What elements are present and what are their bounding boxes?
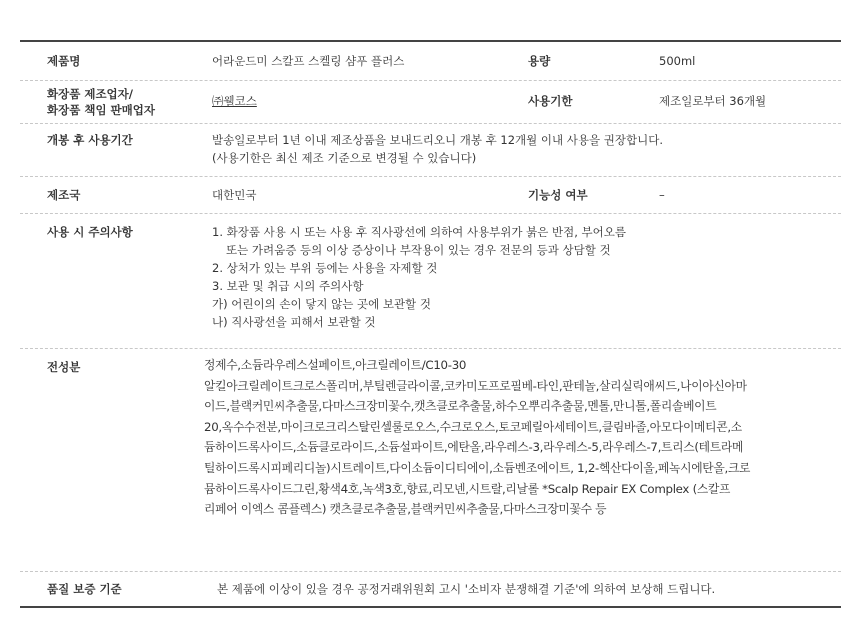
ingredients-line: 듐하이드록사이드,소듐클로라이드,소듐설파이트,에탄올,라우레스-3,라우레스-5,라우레스-7,트리스(테트라메: [204, 440, 744, 455]
after-open-line: 발송일로부터 1년 이내 제조상품을 보내드리오니 개봉 후 12개월 이내 사용을 권장합니다.: [212, 133, 663, 147]
label-quality: 품질 보증 기준: [47, 582, 122, 596]
ingredients-line: 뮴하이드록사이드그린,황색4호,녹색3호,향료,리모넨,시트랄,리날롤 *Scalp Repair EX Complex (스칼프: [204, 481, 731, 496]
ingredients-line: 정제수,소듐라우레스설페이트,아크릴레이트/C10-30: [204, 358, 467, 372]
caution-text: [212, 223, 832, 331]
ingredients-line: 알킬아크릴레이트크로스폴리머,부틸렌글라이콜,코카미도프로필베-타인,판테놀,살리실릭애씨드,나이아신아마: [204, 378, 747, 393]
value-country: 대한민국: [212, 188, 257, 202]
label-manufacturer-line2: 화장품 책임 판매업자: [47, 103, 155, 117]
label-functional: 기능성 여부: [528, 188, 588, 202]
label-after-open: 개봉 후 사용기간: [47, 133, 133, 147]
caution-line: 1. 화장품 사용 시 또는 사용 후 직사광선에 의하여 사용부위가 붉은 반점, 부어오름: [212, 225, 626, 239]
value-product-name: 어라운드미 스칼프 스켈링 샴푸 플러스: [212, 54, 405, 68]
ingredients-text: [204, 355, 834, 520]
row-ingredients: [20, 349, 841, 572]
after-open-line: (사용기한은 최신 제조 기준으로 변경될 수 있습니다): [212, 151, 477, 165]
label-country: 제조국: [47, 188, 81, 202]
row-caution: [20, 214, 841, 349]
label-ingredients: 전성분: [47, 360, 81, 374]
value-manufacturer: ㈜웰코스: [212, 94, 257, 108]
caution-line: 2. 상처가 있는 부위 등에는 사용을 자제할 것: [212, 261, 438, 275]
label-product-name: 제품명: [47, 54, 81, 68]
ingredients-line: 20,옥수수전분,마이크로크리스탈린셀룰로오스,수크로오스,토코페릴아세테이트,클림바졸,아모다이메티콘,소: [204, 419, 742, 434]
ingredients-line: 틸하이드록시피페리디놀)시트레이트,다이소듐이디티에이,소듐벤조에이트, 1,2-헥산다이올,페녹시에탄올,크로: [204, 460, 751, 475]
row-quality: [20, 572, 841, 606]
caution-line: 가) 어린이의 손이 닿지 않는 곳에 보관할 것: [212, 297, 431, 311]
caution-line: 또는 가려움증 등의 이상 증상이나 부작용이 있는 경우 전문의 등과 상담할 것: [226, 243, 611, 257]
label-manufacturer: [47, 86, 155, 118]
row-after-open: [20, 124, 841, 177]
ingredients-line: 리페어 이엑스 콤플렉스) 캣츠클로추출물,블랙커민씨추출물,다마스크장미꽃수 등: [204, 502, 607, 517]
row-maker: [20, 81, 841, 124]
value-quality: 본 제품에 이상이 있을 경우 공정거래위원회 고시 '소비자 분쟁해결 기준'에 의하여 보상해 드립니다.: [217, 582, 716, 596]
row-country: [20, 177, 841, 214]
value-expiry: 제조일로부터 36개월: [659, 94, 767, 108]
caution-line: 3. 보관 및 취급 시의 주의사항: [212, 279, 364, 293]
row-product: [20, 42, 841, 81]
value-volume: 500ml: [659, 54, 696, 68]
bottom-rule: [20, 606, 841, 608]
label-expiry: 사용기한: [528, 94, 573, 108]
caution-line: 나) 직사광선을 피해서 보관할 것: [212, 315, 376, 329]
label-manufacturer-line1: 화장품 제조업자/: [47, 87, 133, 101]
label-caution: 사용 시 주의사항: [47, 225, 133, 239]
label-volume: 용량: [528, 54, 551, 68]
value-functional: –: [659, 188, 665, 202]
product-info-table: [20, 40, 841, 608]
after-open-text: [212, 131, 832, 167]
ingredients-line: 이드,블랙커민씨추출물,다마스크장미꽃수,캣츠클로추출물,하수오뿌리추출물,멘톨,만니톨,폴리솔베이트: [204, 399, 717, 414]
